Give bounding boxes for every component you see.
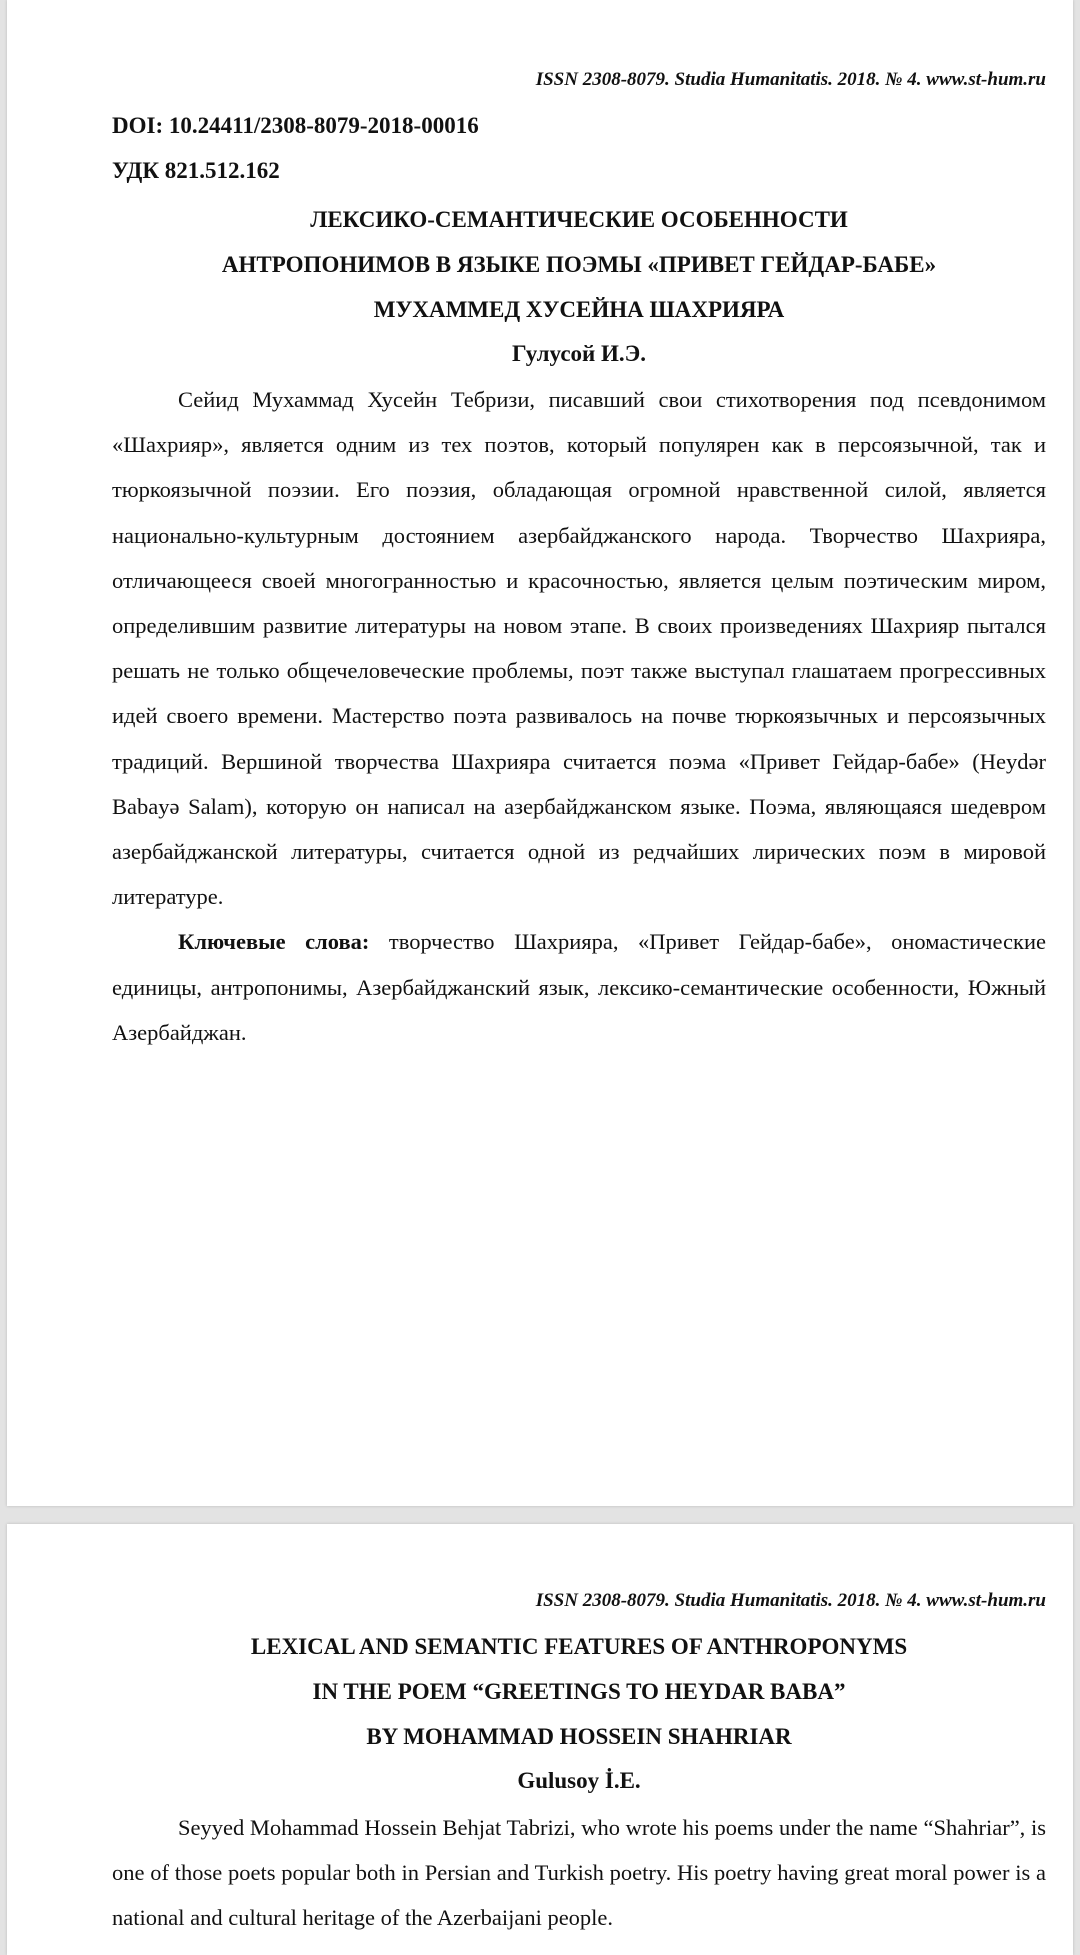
article-title-en	[112, 1624, 1046, 1803]
title-line-2: АНТРОПОНИМОВ В ЯЗЫКЕ ПОЭМЫ «ПРИВЕТ ГЕЙДАР-БАБЕ»	[221, 252, 937, 277]
keywords-text: творчество Шахрияра, «Привет Гейдар-бабе», ономастические единицы, антропонимы, Азербайджанский язык, лексико-семантические особенности, Южный Азербайджан.	[112, 929, 1046, 1045]
title-line-1: LEXICAL AND SEMANTIC FEATURES OF ANTHROPONYMS	[250, 1634, 908, 1659]
document-page-1	[7, 0, 1073, 1506]
title-line-1: ЛЕКСИКО-СЕМАНТИЧЕСКИЕ ОСОБЕННОСТИ	[310, 207, 848, 232]
article-title	[112, 197, 1046, 376]
author-name: Gulusoy İ.E.	[517, 1768, 641, 1793]
abstract-section	[112, 377, 1046, 1055]
journal-header: ISSN 2308-8079. Studia Humanitatis. 2018. № 4. www.st-hum.ru	[535, 1590, 1046, 1611]
keywords-label: Ключевые слова:	[178, 929, 370, 955]
journal-header: ISSN 2308-8079. Studia Humanitatis. 2018. № 4. www.st-hum.ru	[535, 69, 1046, 90]
abstract-section-en	[112, 1805, 1046, 1941]
abstract-paragraph: Seyyed Mohammad Hossein Behjat Tabrizi, who wrote his poems under the name “Shahriar”, is one of those poets popular both in Persian and Turkish poetry. His poetry having great moral power is a national and cultural heritage of the Azerbaijani people.	[112, 1815, 1046, 1931]
keywords-paragraph	[112, 919, 1046, 1055]
title-line-2: IN THE POEM “GREETINGS TO HEYDAR BABA”	[312, 1679, 846, 1704]
document-page-2	[7, 1524, 1073, 1955]
udk-line: УДК 821.512.162	[112, 158, 280, 183]
author-name: Гулусой И.Э.	[511, 341, 647, 366]
doi-line: DOI: 10.24411/2308-8079-2018-00016	[112, 113, 479, 138]
title-line-3: МУХАММЕД ХУСЕЙНА ШАХРИЯРА	[373, 297, 785, 322]
abstract-paragraph: Сейид Мухаммад Хусейн Тебризи, писавший свои стихотворения под псевдонимом «Шахрияр», является одним из тех поэтов, который популярен как в персоязычной, так и тюркоязычной поэзии. Его поэзия, обладающая огромной нравственной силой, является национально-культурным достоянием азербайджанского народа. Творчество Шахрияра, отличающееся своей многогранностью и красочностью, является целым поэтическим миром, определившим развитие литературы на новом этапе. В своих произведениях Шахрияр пытался решать не только общечеловеческие проблемы, поэт также выступал глашатаем прогрессивных идей своего времени. Мастерство поэта развивалось на почве тюркоязычных и персоязычных традиций. Вершиной творчества Шахрияра считается поэма «Привет Гейдар-бабе» (Heydər Babayə Salam), которую он написал на азербайджанском языке. Поэма, являющаяся шедевром азербайджанской литературы, считается одной из редчайших лирических поэм в мировой литературе.	[112, 387, 1046, 910]
title-line-3: BY MOHAMMAD HOSSEIN SHAHRIAR	[366, 1724, 792, 1749]
